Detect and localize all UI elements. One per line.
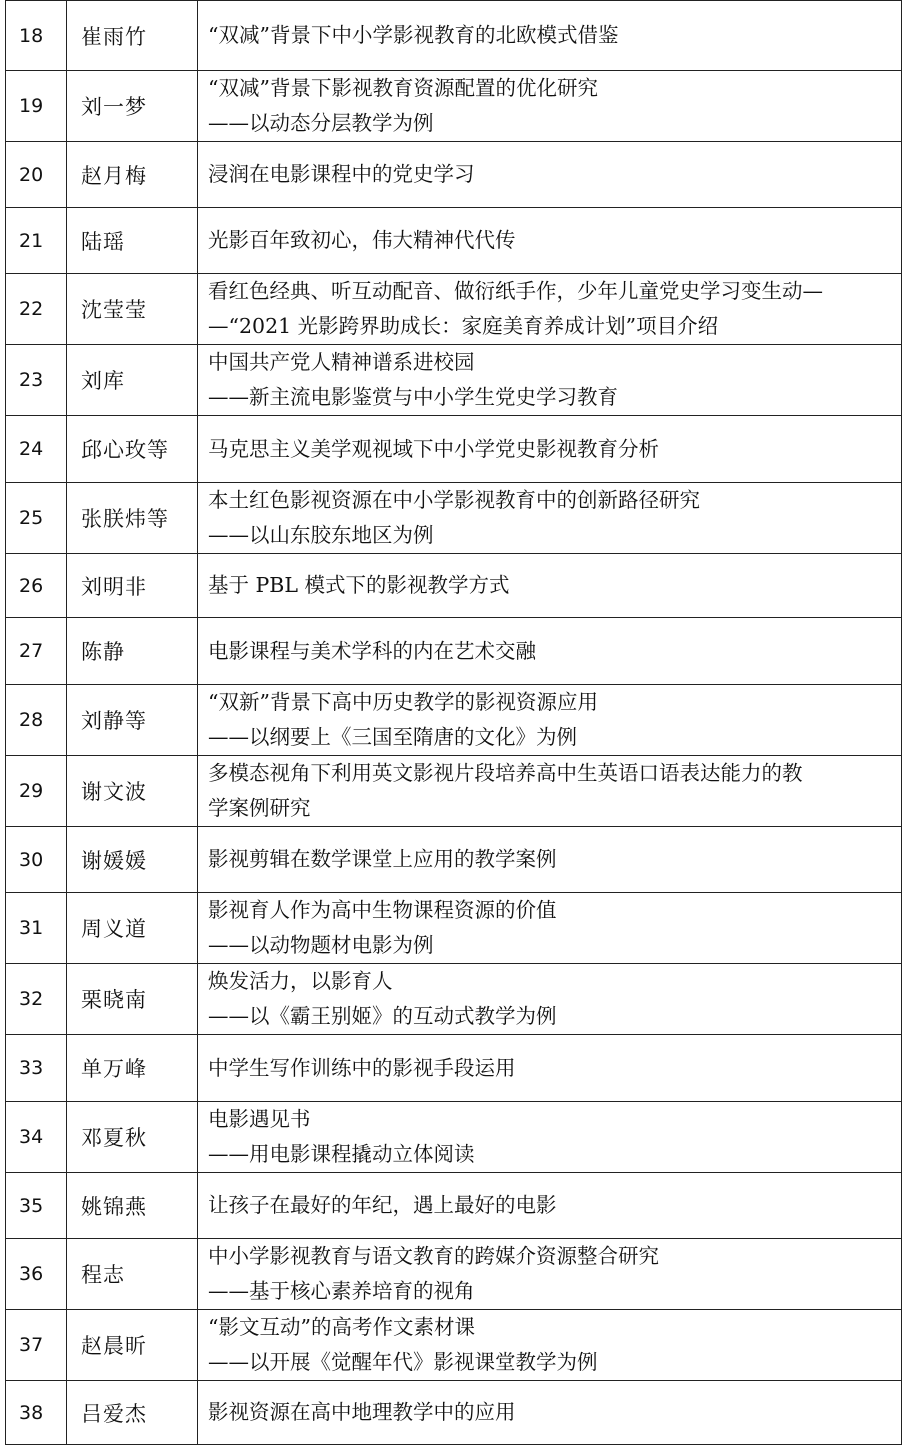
author-name: 周义道 <box>67 893 198 964</box>
row-number: 29 <box>6 756 67 827</box>
table-row <box>6 208 902 274</box>
author-name: 吕爱杰 <box>67 1381 198 1445</box>
paper-title <box>198 208 902 274</box>
row-number: 22 <box>6 274 67 345</box>
table-body <box>6 1 902 1445</box>
row-number: 25 <box>6 483 67 554</box>
author-name: 栗晓南 <box>67 964 198 1035</box>
paper-title-line: 多模态视角下利用英文影视片段培养高中生英语口语表达能力的教 <box>208 761 803 785</box>
paper-title <box>198 71 902 142</box>
paper-title-line: 马克思主义美学观视域下中小学党史影视教育分析 <box>208 436 659 461</box>
paper-title-line: 浸润在电影课程中的党史学习 <box>208 162 475 186</box>
row-number: 24 <box>6 416 67 483</box>
paper-title-line: “双减”背景下中小学影视教育的北欧模式借鉴 <box>208 23 619 47</box>
author-name: 刘库 <box>67 345 198 416</box>
paper-title <box>198 554 902 618</box>
paper-title-line: “双新”背景下高中历史教学的影视资源应用 <box>208 690 598 714</box>
paper-title-line: 电影遇见书 <box>208 1107 311 1131</box>
author-name: 程志 <box>67 1239 198 1310</box>
paper-title-line: 中小学影视教育与语文教育的跨媒介资源整合研究 <box>208 1244 659 1268</box>
row-number: 23 <box>6 345 67 416</box>
author-name: 谢媛媛 <box>67 827 198 893</box>
paper-title <box>198 416 902 483</box>
author-name: 姚锦燕 <box>67 1173 198 1239</box>
row-number: 35 <box>6 1173 67 1239</box>
author-name: 赵晨昕 <box>67 1310 198 1381</box>
author-name: 单万峰 <box>67 1035 198 1102</box>
table-row <box>6 483 902 554</box>
author-name: 刘静等 <box>67 685 198 756</box>
author-name: 张朕炜等 <box>67 483 198 554</box>
table-row <box>6 1035 902 1102</box>
row-number: 18 <box>6 1 67 71</box>
paper-title-line: ——以动态分层教学为例 <box>208 111 434 135</box>
table-row <box>6 416 902 483</box>
paper-title <box>198 827 902 893</box>
row-number: 27 <box>6 618 67 685</box>
paper-title <box>198 1 902 71</box>
paper-title <box>198 756 902 827</box>
paper-title <box>198 1310 902 1381</box>
author-name: 刘明非 <box>67 554 198 618</box>
paper-list-table <box>5 0 902 1445</box>
paper-title-line: 本土红色影视资源在中小学影视教育中的创新路径研究 <box>208 488 700 512</box>
paper-title-line: 基于 PBL 模式下的影视教学方式 <box>208 573 510 597</box>
paper-title-line: “双减”背景下影视教育资源配置的优化研究 <box>208 76 598 100</box>
paper-title-line: 影视资源在高中地理教学中的应用 <box>208 1400 516 1424</box>
row-number: 21 <box>6 208 67 274</box>
table-row <box>6 1173 902 1239</box>
paper-title-line: 中学生写作训练中的影视手段运用 <box>208 1055 516 1080</box>
paper-title <box>198 1102 902 1173</box>
paper-title-line: 中国共产党人精神谱系进校园 <box>208 350 475 374</box>
row-number: 26 <box>6 554 67 618</box>
row-number: 36 <box>6 1239 67 1310</box>
row-number: 20 <box>6 142 67 208</box>
author-name: 谢文波 <box>67 756 198 827</box>
paper-title <box>198 274 902 345</box>
table-row <box>6 685 902 756</box>
table-row <box>6 71 902 142</box>
paper-title <box>198 142 902 208</box>
paper-title-line: 学案例研究 <box>208 796 311 820</box>
table-row <box>6 893 902 964</box>
author-name: 邱心玫等 <box>67 416 198 483</box>
paper-title-line: ——以山东胶东地区为例 <box>208 523 434 547</box>
author-name: 邓夏秋 <box>67 1102 198 1173</box>
paper-title-line: “影文互动”的高考作文素材课 <box>208 1315 475 1339</box>
paper-title-line: ——基于核心素养培育的视角 <box>208 1279 475 1303</box>
paper-title <box>198 618 902 685</box>
paper-title-line: ——新主流电影鉴赏与中小学生党史学习教育 <box>208 385 618 409</box>
table-row <box>6 1 902 71</box>
paper-title <box>198 1239 902 1310</box>
paper-title <box>198 483 902 554</box>
table-row <box>6 1381 902 1445</box>
paper-title-line: ——以动物题材电影为例 <box>208 933 434 957</box>
paper-title-line: 看红色经典、听互动配音、做衍纸手作，少年儿童党史学习变生动— <box>208 279 823 303</box>
author-name: 陈静 <box>67 618 198 685</box>
author-name: 沈莹莹 <box>67 274 198 345</box>
paper-title <box>198 893 902 964</box>
row-number: 19 <box>6 71 67 142</box>
paper-title-line: ——以纲要上《三国至隋唐的文化》为例 <box>208 725 577 749</box>
paper-title-line: ——以开展《觉醒年代》影视课堂教学为例 <box>208 1350 598 1374</box>
author-name: 刘一梦 <box>67 71 198 142</box>
table-row <box>6 756 902 827</box>
table-row <box>6 345 902 416</box>
row-number: 31 <box>6 893 67 964</box>
author-name: 崔雨竹 <box>67 1 198 71</box>
table-row <box>6 618 902 685</box>
table-row <box>6 554 902 618</box>
table-row <box>6 1310 902 1381</box>
table-row <box>6 1239 902 1310</box>
paper-title-line: 焕发活力，以影育人 <box>208 969 393 993</box>
table-row <box>6 1102 902 1173</box>
paper-title-line: 影视育人作为高中生物课程资源的价值 <box>208 898 557 922</box>
table-row <box>6 142 902 208</box>
paper-title <box>198 1381 902 1445</box>
row-number: 37 <box>6 1310 67 1381</box>
row-number: 33 <box>6 1035 67 1102</box>
paper-title-line: 让孩子在最好的年纪，遇上最好的电影 <box>208 1193 557 1217</box>
paper-title-line: —“2021 光影跨界助成长：家庭美育养成计划”项目介绍 <box>208 314 719 338</box>
paper-title <box>198 964 902 1035</box>
paper-title-line: 光影百年致初心，伟大精神代代传 <box>208 228 516 252</box>
table-row <box>6 827 902 893</box>
paper-title-line: 影视剪辑在数学课堂上应用的教学案例 <box>208 847 557 871</box>
paper-title-line: ——以《霸王别姬》的互动式教学为例 <box>208 1004 557 1028</box>
paper-title <box>198 1035 902 1102</box>
author-name: 陆瑶 <box>67 208 198 274</box>
row-number: 34 <box>6 1102 67 1173</box>
table-row <box>6 964 902 1035</box>
row-number: 30 <box>6 827 67 893</box>
paper-title-line: ——用电影课程撬动立体阅读 <box>208 1142 475 1166</box>
paper-title <box>198 345 902 416</box>
table-row <box>6 274 902 345</box>
row-number: 38 <box>6 1381 67 1445</box>
row-number: 28 <box>6 685 67 756</box>
paper-title <box>198 1173 902 1239</box>
paper-title-line: 电影课程与美术学科的内在艺术交融 <box>208 638 536 663</box>
author-name: 赵月梅 <box>67 142 198 208</box>
paper-title <box>198 685 902 756</box>
row-number: 32 <box>6 964 67 1035</box>
